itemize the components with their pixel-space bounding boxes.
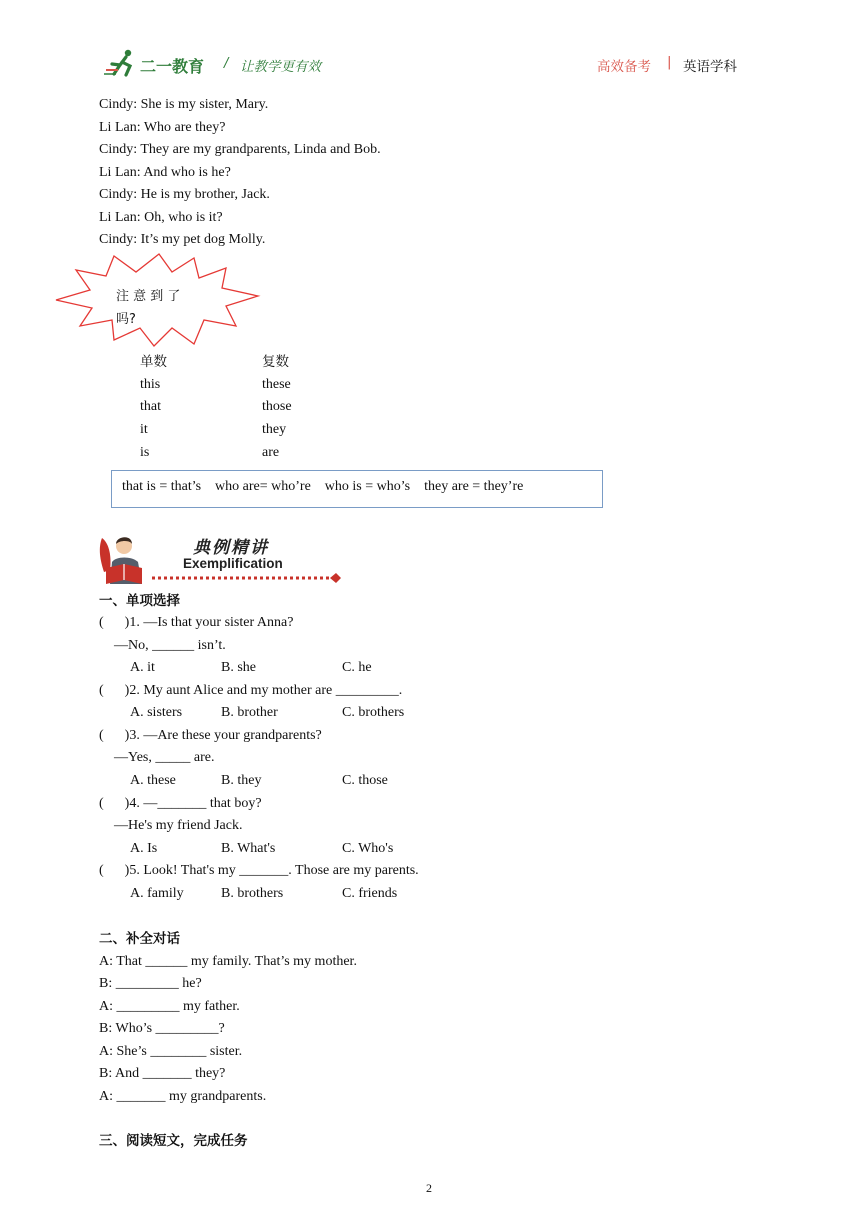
- dialogue-line: Cindy: It’s my pet dog Molly.: [99, 232, 266, 247]
- option-c: C. Who's: [342, 841, 394, 856]
- dialogue-line: Cindy: They are my grandparents, Linda and Bob.: [99, 142, 381, 157]
- question-stem: ( )5. Look! That's my _______. Those are my parents.: [99, 863, 419, 878]
- dialogue-line: Li Lan: And who is he?: [99, 165, 231, 180]
- question-line: —He's my friend Jack.: [114, 818, 243, 833]
- banner-title-cn: 典例精讲: [193, 538, 269, 558]
- question-line: —No, ______ isn’t.: [114, 638, 226, 653]
- option-a: A. Is: [130, 841, 158, 856]
- dialogue-line: Li Lan: Oh, who is it?: [99, 210, 223, 225]
- dialogue-line: Li Lan: Who are they?: [99, 120, 226, 135]
- dialogue-line: A: She’s ________ sister.: [99, 1044, 243, 1059]
- logo-text: 二一教育: [140, 57, 205, 76]
- banner-title-en: Exemplification: [183, 556, 283, 571]
- header-divider: |: [667, 54, 672, 70]
- option-b: B. they: [221, 773, 262, 788]
- option-b: B. What's: [221, 841, 276, 856]
- table-cell-singular: that: [140, 399, 161, 414]
- dialogue-line: Cindy: He is my brother, Jack.: [99, 187, 270, 202]
- table-header-singular: 单数: [140, 354, 167, 370]
- table-cell-plural: are: [262, 445, 280, 460]
- table-cell-plural: these: [262, 377, 291, 392]
- table-cell-plural: they: [262, 422, 287, 437]
- option-a: A. these: [130, 773, 176, 788]
- dialogue-line: B: And _______ they?: [99, 1066, 226, 1081]
- section-title: 一、单项选择: [99, 593, 180, 609]
- header-slogan: 让教学更有效: [240, 59, 321, 75]
- section-title: 三、阅读短文，完成任务: [99, 1133, 248, 1149]
- option-c: C. brothers: [342, 705, 405, 720]
- question-stem: ( )3. —Are these your grandparents?: [99, 728, 322, 743]
- table-header-plural: 复数: [262, 354, 289, 370]
- option-c: C. those: [342, 773, 388, 788]
- table-cell-singular: is: [140, 445, 150, 460]
- runner-logo-icon: [104, 48, 144, 78]
- burst-text-line1: 注 意 到 了: [116, 289, 181, 304]
- banner-dotted-rule: [150, 572, 342, 584]
- question-stem: ( )4. —_______ that boy?: [99, 796, 262, 811]
- question-stem: ( )1. —Is that your sister Anna?: [99, 615, 294, 630]
- header-tag-red: 高效备考: [597, 59, 651, 75]
- section-title: 二、补全对话: [99, 931, 180, 947]
- page-number: 2: [426, 1181, 432, 1195]
- dialogue-line: Cindy: She is my sister, Mary.: [99, 97, 269, 112]
- option-b: B. brothers: [221, 886, 284, 901]
- option-c: C. he: [342, 660, 372, 675]
- option-a: A. sisters: [130, 705, 183, 720]
- table-cell-singular: this: [140, 377, 161, 392]
- table-cell-singular: it: [140, 422, 148, 437]
- option-a: A. it: [130, 660, 155, 675]
- contractions-text: that is = that’s who are= who’re who is = who’s they are = they’re: [122, 479, 524, 494]
- header-separator: /: [224, 56, 229, 71]
- option-a: A. family: [130, 886, 184, 901]
- option-b: B. brother: [221, 705, 278, 720]
- dialogue-line: B: _________ he?: [99, 976, 202, 991]
- dialogue-line: A: _______ my grandparents.: [99, 1089, 267, 1104]
- dialogue-line: A: _________ my father.: [99, 999, 240, 1014]
- dialogue-line: A: That ______ my family. That’s my mother.: [99, 954, 357, 969]
- option-b: B. she: [221, 660, 256, 675]
- option-c: C. friends: [342, 886, 398, 901]
- burst-text-line2: 吗?: [116, 312, 136, 327]
- table-cell-plural: those: [262, 399, 292, 414]
- dialogue-line: B: Who’s _________?: [99, 1021, 225, 1036]
- teacher-reading-icon: [98, 532, 158, 586]
- question-line: —Yes, _____ are.: [114, 750, 215, 765]
- question-stem: ( )2. My aunt Alice and my mother are _________.: [99, 683, 403, 698]
- header-subject: 英语学科: [683, 59, 737, 75]
